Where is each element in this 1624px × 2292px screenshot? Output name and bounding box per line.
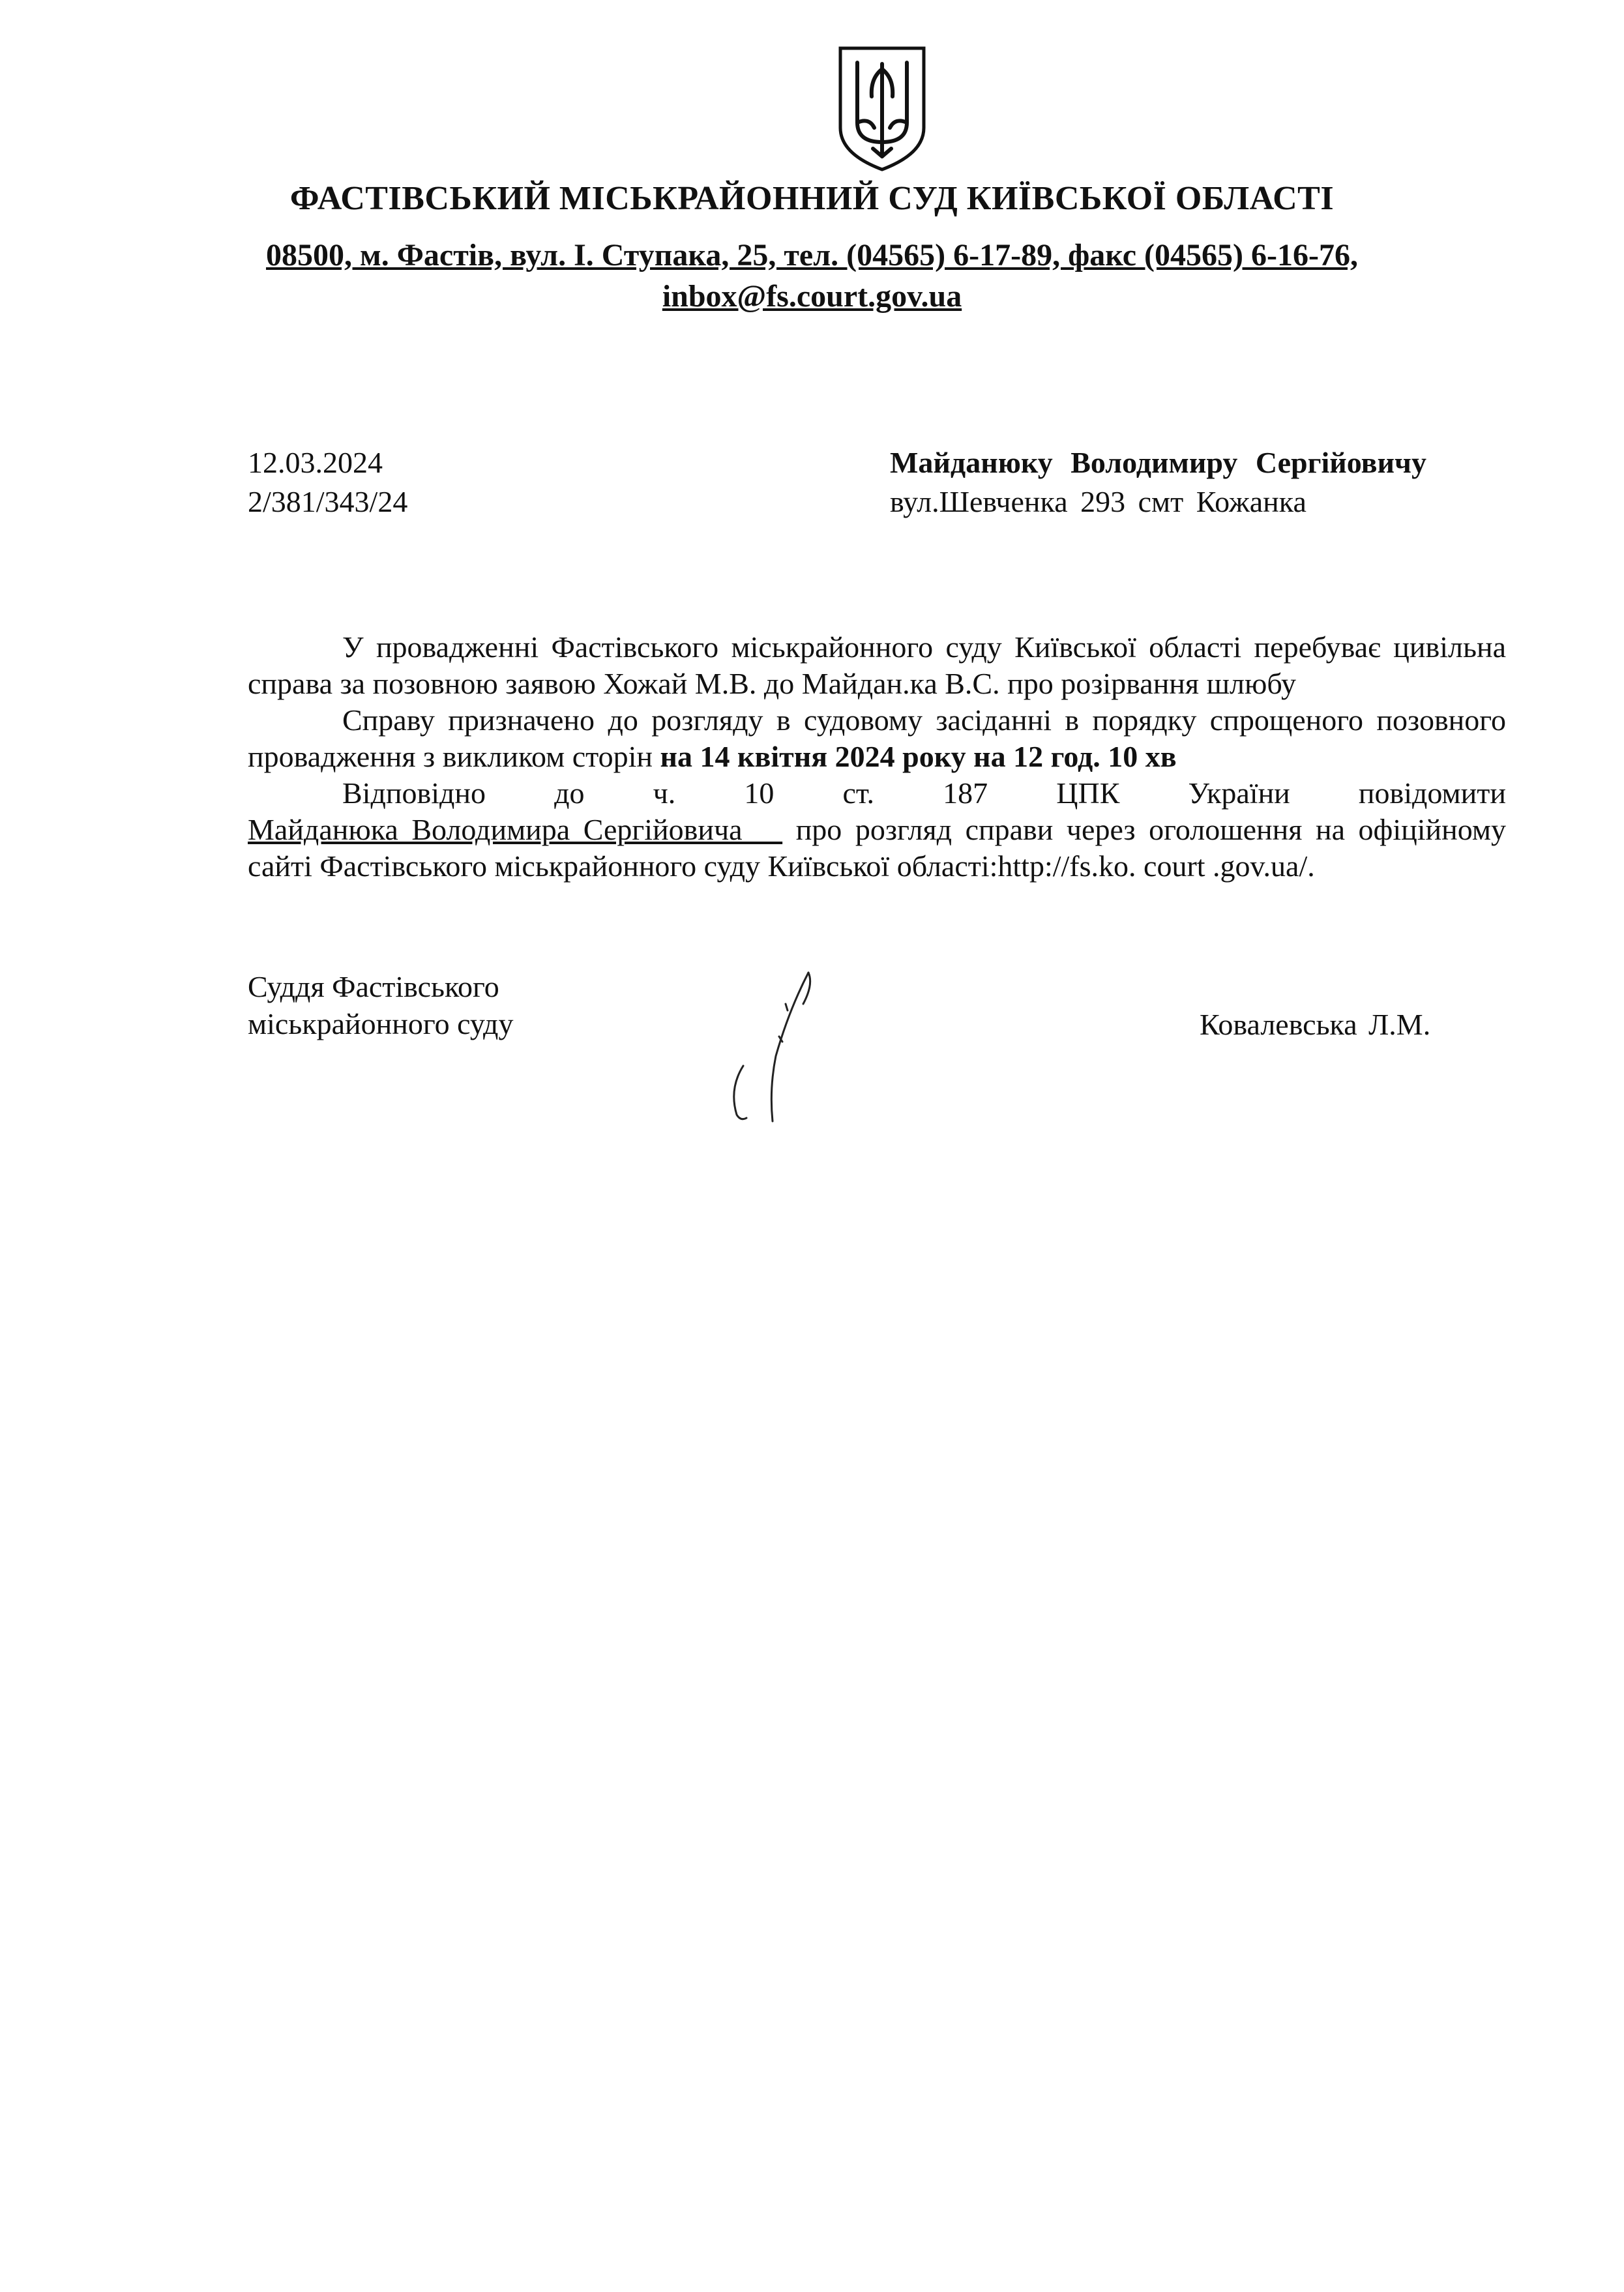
body-paragraph-1: У провадженні Фастівського міськрайонного суду Київської області перебуває цивільна справа за позовною заявою Хожай М.В. до Майдан.ка В.С. про розірвання шлюбу (248, 630, 1506, 700)
court-email: inbox@fs.court.gov.ua (662, 279, 962, 314)
body-paragraph-3 (248, 775, 1506, 885)
hearing-datetime: на 14 квітня 2024 року на 12 год. 10 хв (660, 740, 1177, 773)
document-date: 12.03.2024 (248, 446, 383, 479)
body-paragraph-2 (248, 702, 1506, 775)
signatory-title (248, 968, 513, 1042)
notice-text-after: про розгляд справи через оголошення на офіційному сайті Фастівського міськрайонного суду Київської області:http://fs.ko. court .gov.ua/. (248, 813, 1506, 883)
recipient-address: вул.Шевченка 293 смт Кожанка (890, 485, 1307, 518)
court-address-line: 08500, м. Фастів, вул. І. Ступака, 25, тел. (04565) 6-17-89, факс (04565) 6-16-76, (266, 238, 1358, 272)
ukraine-trident-emblem-icon (831, 44, 933, 173)
notified-person: Майданюка Володимира Сергійовича (248, 813, 783, 846)
signatory-title-line-1: Суддя Фастівського (248, 970, 499, 1003)
hearing-text: Справу призначено до розгляду в судовому засіданні в порядку спрощеного позовного провадження з викликом сторін (248, 703, 1506, 773)
judge-name: Ковалевська Л.М. (1200, 1008, 1431, 1041)
signatory-title-line-2: міськрайонного суду (248, 1007, 514, 1040)
case-number: 2/381/343/24 (248, 485, 408, 518)
handwritten-signature-icon (711, 958, 854, 1128)
document-meta (248, 443, 407, 522)
recipient-block (890, 443, 1426, 522)
court-address (0, 235, 1624, 317)
recipient-name: Майданюку Володимиру Сергійовичу (890, 446, 1426, 479)
notice-text-before: Відповідно до ч. 10 ст. 187 ЦПК України повідомити (342, 776, 1506, 810)
court-name: ФАСТІВСЬКИЙ МІСЬКРАЙОННИЙ СУД КИЇВСЬКОЇ ОБЛАСТІ (289, 180, 1335, 217)
letter-body (248, 629, 1506, 885)
